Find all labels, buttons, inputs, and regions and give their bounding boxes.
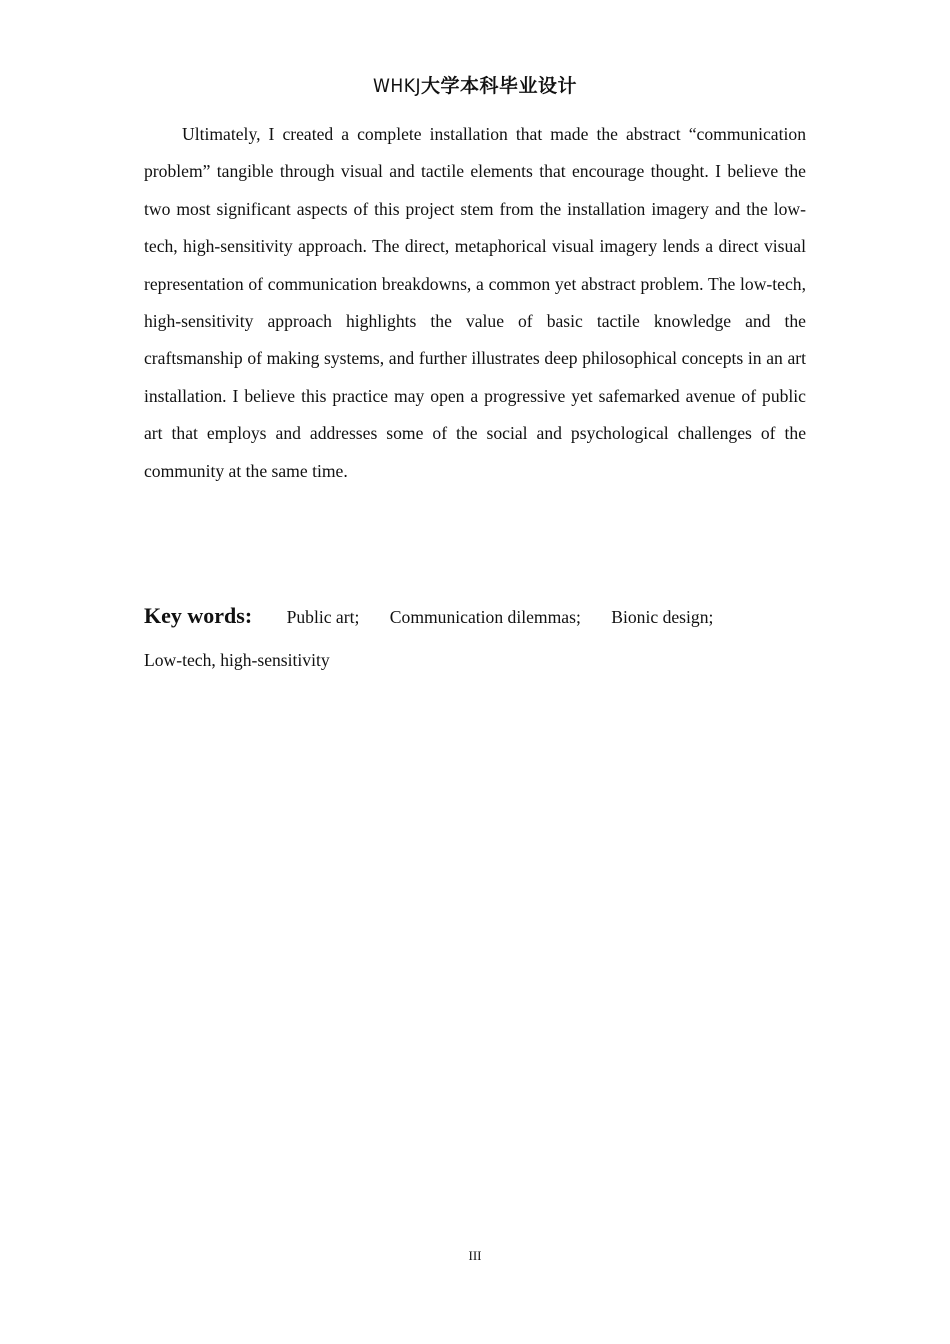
keywords-section	[144, 594, 806, 682]
abstract-paragraph: Ultimately, I created a complete installation that made the abstract “communication problem” tangible through visual and tactile elements that encourage thought. I believe the two most significant aspects of this project stem from the installation imagery and the low-tech, high-sensitivity approach. The direct, metaphorical visual imagery lends a direct visual representation of communication breakdowns, a common yet abstract problem. The low-tech, high-sensitivity approach highlights the value of basic tactile knowledge and the craftsmanship of making systems, and further illustrates deep philosophical concepts in an art installation. I believe this practice may open a progressive yet safemarked avenue of public art that employs and addresses some of the social and psychological challenges of the community at the same time.	[144, 124, 806, 481]
header-title-cjk: 大学本科毕业设计	[421, 75, 578, 97]
page-number: III	[468, 1248, 482, 1263]
keyword-item: Public art;	[286, 607, 360, 627]
running-header	[0, 72, 950, 101]
keyword-item: Bionic design;	[611, 607, 714, 627]
keywords-label: Key words:	[144, 603, 253, 628]
keyword-item: Low-tech, high-sensitivity	[144, 650, 330, 670]
keyword-item: Communication dilemmas;	[389, 607, 581, 627]
header-title-latin: WHKJ	[372, 75, 421, 97]
